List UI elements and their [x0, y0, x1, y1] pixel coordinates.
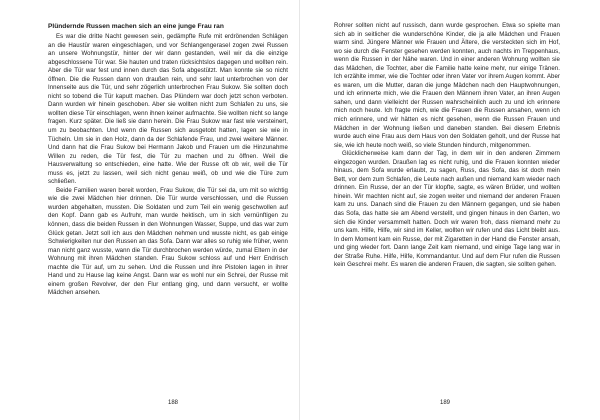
chapter-heading: Plündernde Russen machen sich an eine junge Frau ran	[48, 23, 224, 30]
right-page	[300, 0, 600, 420]
right-page-number: 189	[440, 400, 451, 406]
left-page-number: 188	[168, 400, 179, 406]
right-paragraph-1: Rohrer sollten nicht auf russisch, dann wurde gesprochen. Etwa so spielte man sich ab in seitlicher die wunderschöne Kinder, die ja alle Mädchen und Frauen warm sind. Jüngere Männer wie Frauen und Ältere, die versteckten sich im Hof, wo sie durch die Fenster gesehen werden konnten, auch nachts im Treppenhaus, wenn die Russen in der Nähe waren. Und in einer anderen Wohnung wollten sie das Mädchen, die Tochter, aber die Familie hatte keine mehr, nur einige Tränen. Ich erzählte immer, wie die Tochter oder ihren Vater vor ihrem Augen kommt. Aber es waren, um die Mutter, daran die junge Mädchen nach den Hauptwohnungen, und ich erinnerte mich, wie die Frauen den Männern ihren Vater, an ihren Augen sahen, und dann vielleicht der Russen wahrscheinlich auch zu und ich erinnere mich noch heute. Ich fragte mich, wie die Frauen die Russen ansahen, wenn ich mich erinnere, und wir hätten es nicht gesehen, wenn die Russen Frauen und Mädchen in der Wohnung ließen und daneben standen. Bei diesem Erlebnis wurde auch eine Frau aus dem Haus von den Soldaten geholt, und der Russe hat sie, wie ich heute noch weiß, so viele Stunden hindurch, mitgenommen.	[334, 22, 560, 149]
left-paragraph-2: Beide Familien waren bereit worden, Frau Sukow, die Tür sei da, um mit so wichtig wie die zwei Mädchen hier drinnen. Die Tür wurde verschlossen, und die Russen wurden abgehalten, mussten. Die Soldaten und zum Teil ein wenig geschwollen auf den Kopf. Dann gab es Aufruhr, man wurde hektisch, um in sich vernünftigen zu können, dass die beiden Russen in den Wohnungen Wasser, Suppe, und das war zum Glück getan. Jetzt soll ich aus den Mädchen nehmen und wusste nicht, es gab einige Schwierigkeiten nur den Russen an das Sofa. Dann war alles so ruhig wie früher, wenn man nicht ganz wusste, wann die Tür durchbrochen werden würde, zumal Eltern in der Wohnung mit ihren Mädchen standen. Frau Sukow schloss auf und Herr Endrisch machte die Tür auf, um zu sehen. Und die Russen und ihre Pistolen lagen in ihrer Hand und zu Hause lag keine Angst. Dann war es wohl nur ein Schrei, der Russe mit einem großen Revolver, der den Flur entlang ging, und dann versucht, er wollte Mädchen ansehen.	[48, 186, 288, 297]
right-paragraph-2: Glücklicherweise kam dann der Tag, in dem wir in den anderen Zimmern eingezogen wurden. Draußen lag es nicht ruhig, und die Frauen konnten wieder hinaus, dem Sofa wurde erlaubt, zu sagen, Russ, das Sofa, das ist doch mein Bett, vor dem zum Schlafen, die Leute nach außen und niemand kam wieder nach drinnen. Ein Russe, der an der Tür klopfte, sagte, es wären Brüder, und wollten hinein. Wir machten nicht auf, sie zogen weiter und niemand der anderen Frauen kam zu uns. Danach sind die Frauen zu den Männern gegangen, und sie haben das Sofa, das hatte sie am Abend verstellt, und gingen hinaus in den Garten, wo sich die Kinder versammelt hatten. Doch wir waren froh, dass niemand mehr zu uns kam. Hilfe, Hilfe, wir sind im Keller, wollten wir rufen und das Licht bleibt aus. In dem Moment kam ein Russe, der mit Zigaretten in der Hand die Fenster ansah, und ging wieder fort. Dann lange Zeit kam niemand, und einige Tage lang war in der Straße Ruhe. Hilfe, Hilfe, Kommandantur. Und auf dem Flur rufen die Russen kein Geschrei mehr. Es waren die anderen Frauen, die sagten, sie sollten gehen.	[334, 150, 560, 269]
left-paragraph-1: Es war die dritte Nacht gewesen sein, gedämpfte Rufe mit erdrönenden Schlägen an die Haustür waren eingeschlagen, und vor Schlangengerasel zogen zwei Russen an unsere Wohnungstür, hinter der wir dann gestanden, weil wir da die einzige abgeschlossene Tür war. Sie hauten und traten rücksichtslos dagegen und wollten rein. Aber die Tür war fest und innen durch das Sofa abgestützt. Man konnte sie so nicht öffnen. Die die Russen dann von draußen rein, und sehr laut unterbrochen von der Innenseite aus die Tür, und sehr zögerlich unterbrochen Frau Sukow. Sie sollten doch nicht so tobend die Tür kaputt machen. Das Plündern war doch jetzt schon verboten. Dann wurden wir hinein geschoben. Aber sie wollten nicht zum Schlafen zu uns, sie wollten diese Tür einschlagen, wenn ihnen keiner aufmachte. Sie wollten nicht so lange fragen. Kurz später. Die ließ sie dann herein. Die Frau Sukow war fast wie versteinert, um zu beobachten. Und wenn die Russen sich ausgetobt hatten, lagen sie wie in Tücheln. Um sie in den Holz, dann da der Schlafende Frau, und zwei weitere Männer. Und dann hat die Frau Sukow bei Hermann Jakob und Frauen um die Hinzunahme Willen zu reden, die Tür fest, die Tür zu machen und zu öffnen. Weil die Hausverwaltung so entschieden, eine hatte. Wie der Russe oft ob wir, weil die Tür muss es, jetzt zu lassen, weil sich nicht genau weiß, ob und wie die Türe zum schließen.	[48, 33, 288, 186]
